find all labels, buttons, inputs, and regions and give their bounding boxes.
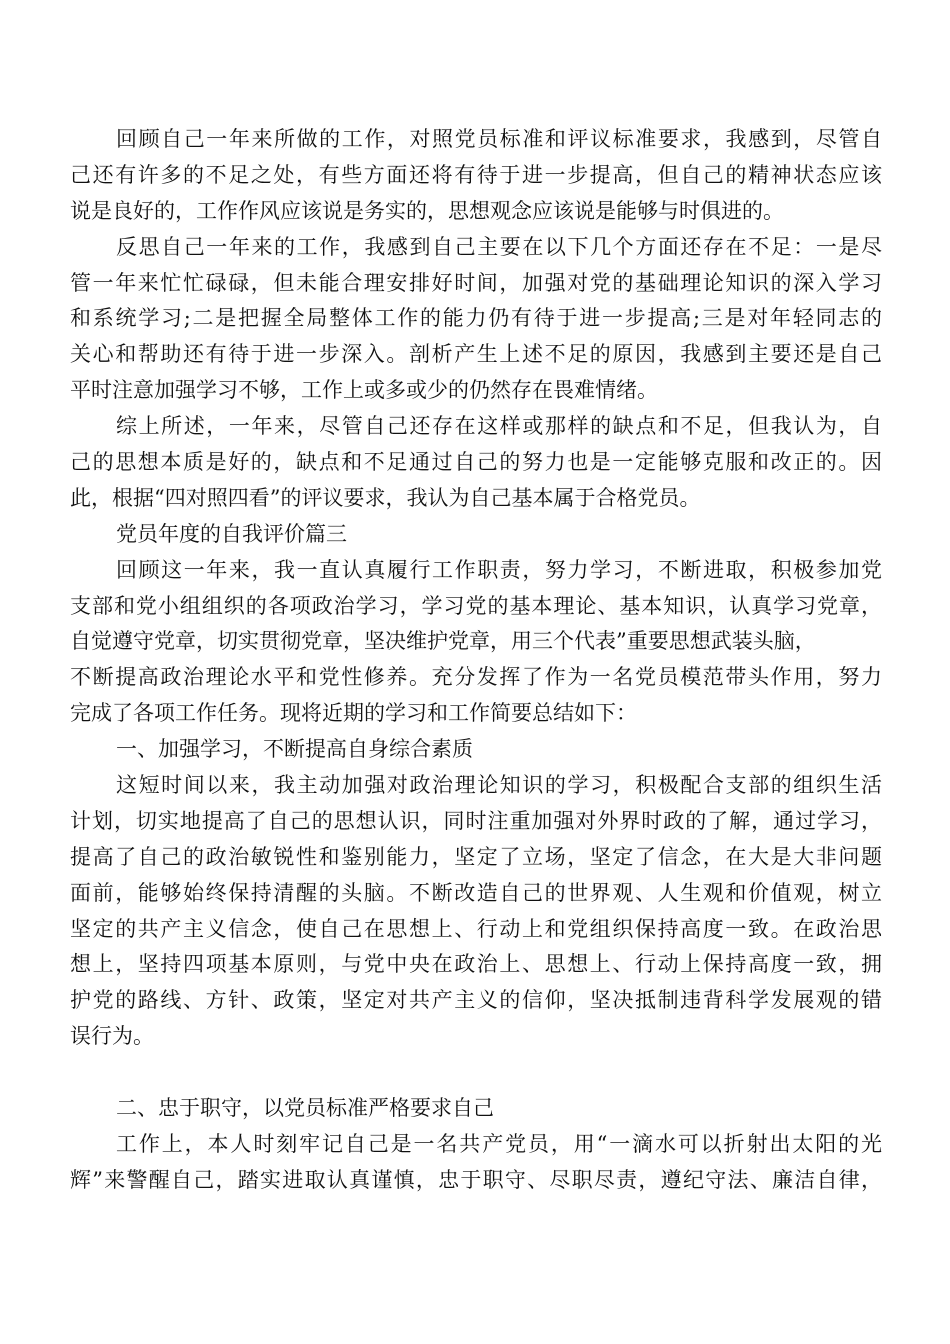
text-line: 己的思想本质是好的，缺点和不足通过自己的努力也是一定能够克服和改正的。因 bbox=[70, 450, 882, 475]
text-line: 提高了自己的政治敏锐性和鉴别能力，坚定了立场，坚定了信念，在大是大非问题 bbox=[70, 844, 882, 869]
text-line: 反思自己一年来的工作，我感到自己主要在以下几个方面还存在不足：一是尽 bbox=[116, 234, 882, 259]
text-line: 面前，能够始终保持清醒的头脑。不断改造自己的世界观、人生观和价值观，树立 bbox=[70, 880, 882, 905]
text-line: 回顾这一年来，我一直认真履行工作职责，努力学习，不断进取，积极参加党 bbox=[116, 557, 882, 582]
text-line: 误行为。 bbox=[70, 1024, 154, 1049]
text-line: 计划，切实地提高了自己的思想认识，同时注重加强对外界时政的了解，通过学习， bbox=[70, 808, 882, 833]
text-line: 护党的路线、方针、政策，坚定对共产主义的信仰，坚决抵制违背科学发展观的错 bbox=[70, 988, 882, 1013]
text-line: 不断提高政治理论水平和党性修养。充分发挥了作为一名党员模范带头作用，努力 bbox=[70, 665, 882, 690]
text-line: 工作上，本人时刻牢记自己是一名共产党员，用“一滴水可以折射出太阳的光 bbox=[116, 1131, 882, 1156]
blank-line bbox=[70, 1055, 882, 1091]
text-line: 说是良好的，工作作风应该说是务实的，思想观念应该说是能够与时俱进的。 bbox=[70, 198, 784, 223]
text-line: 平时注意加强学习不够，工作上或多或少的仍然存在畏难情绪。 bbox=[70, 378, 658, 403]
text-line: 管一年来忙忙碌碌，但未能合理安排好时间，加强对党的基础理论知识的深入学习 bbox=[70, 270, 882, 295]
text-line: 想上，坚持四项基本原则，与党中央在政治上、思想上、行动上保持高度一致，拥 bbox=[70, 952, 882, 977]
section-heading: 党员年度的自我评价篇三 bbox=[116, 521, 347, 546]
section-heading: 一、加强学习，不断提高自身综合素质 bbox=[116, 737, 473, 762]
text-line: 辉”来警醒自己，踏实进取认真谨慎，忠于职守、尽职尽责，遵纪守法、廉洁自律， bbox=[70, 1167, 882, 1192]
text-line: 自觉遵守党章，切实贯彻党章，坚决维护党章，用三个代表”重要思想武装头脑， bbox=[70, 629, 816, 654]
text-line: 支部和党小组组织的各项政治学习，学习党的基本理论、基本知识，认真学习党章， bbox=[70, 593, 882, 618]
text-line: 此，根据“四对照四看”的评议要求，我认为自己基本属于合格党员。 bbox=[70, 485, 701, 510]
text-line: 回顾自己一年来所做的工作，对照党员标准和评议标准要求，我感到，尽管自 bbox=[116, 127, 882, 151]
text-line: 己还有许多的不足之处，有些方面还将有待于进一步提高，但自己的精神状态应该 bbox=[70, 162, 882, 187]
text-line: 和系统学习;二是把握全局整体工作的能力仍有待于进一步提高;三是对年轻同志的 bbox=[70, 306, 882, 331]
document-page bbox=[70, 122, 882, 1199]
text-line: 综上所述，一年来，尽管自己还存在这样或那样的缺点和不足，但我认为，自 bbox=[116, 414, 882, 439]
section-heading: 二、忠于职守，以党员标准严格要求自己 bbox=[116, 1096, 494, 1121]
text-line: 完成了各项工作任务。现将近期的学习和工作简要总结如下： bbox=[70, 701, 637, 726]
text-line: 关心和帮助还有待于进一步深入。剖析产生上述不足的原因，我感到主要还是自己 bbox=[70, 342, 882, 367]
text-line: 坚定的共产主义信念，使自己在思想上、行动上和党组织保持高度一致。在政治思 bbox=[70, 916, 882, 941]
text-line: 这短时间以来，我主动加强对政治理论知识的学习，积极配合支部的组织生活 bbox=[116, 773, 882, 798]
